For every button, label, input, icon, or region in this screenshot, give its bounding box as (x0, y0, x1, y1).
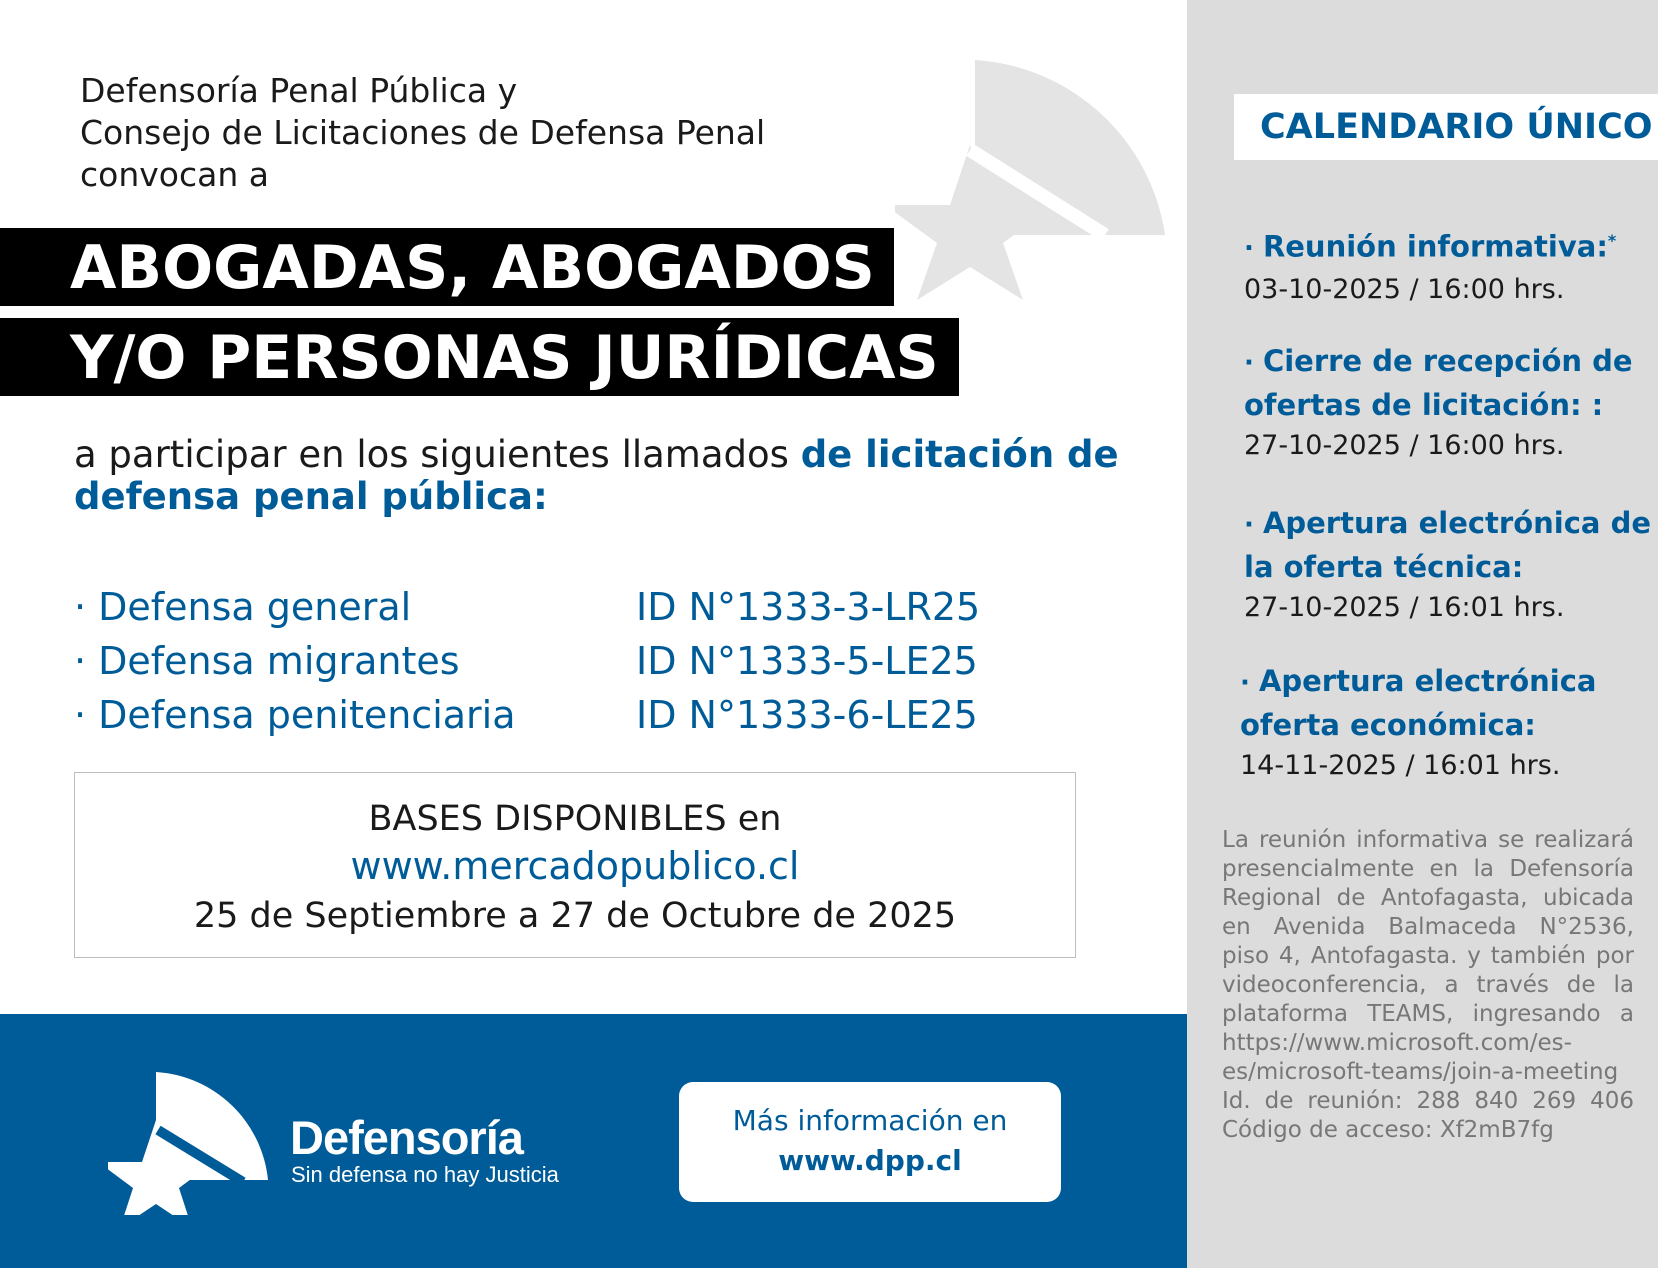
tender-id: ID N°1333-6-LE25 (636, 693, 978, 737)
calendar-title: CALENDARIO ÚNICO (1234, 94, 1658, 160)
event-date: 27-10-2025 / 16:00 hrs. (1244, 430, 1565, 461)
event-title: · Cierre de recepción de ofertas de licitación: : (1244, 344, 1633, 422)
banner-line-1: ABOGADAS, ABOGADOS (0, 228, 894, 306)
event-title: · Apertura electrónica oferta económica: (1240, 664, 1597, 742)
tender-item (74, 585, 1034, 639)
bases-url-link[interactable]: www.mercadopublico.cl (350, 844, 800, 888)
bases-label: BASES DISPONIBLES en (368, 799, 782, 839)
event-date: 03-10-2025 / 16:00 hrs. (1244, 273, 1565, 305)
tender-item (74, 639, 1034, 693)
event-date: 14-11-2025 / 16:01 hrs. (1240, 750, 1561, 781)
more-info-box[interactable] (679, 1082, 1061, 1202)
calendar-event (1244, 220, 1658, 310)
event-title-text: Reunión informativa: (1262, 229, 1608, 264)
banner-line-2: Y/O PERSONAS JURÍDICAS (0, 318, 959, 396)
tender-id: ID N°1333-3-LR25 (636, 585, 981, 629)
lead-plain: a participar en los siguientes llamados (74, 433, 801, 476)
logo-tagline: Sin defensa no hay Justicia (291, 1162, 559, 1187)
more-info-link[interactable]: www.dpp.cl (778, 1144, 962, 1177)
intro-line-3: convocan a (80, 155, 269, 194)
event-title-text: Cierre de recepción de ofertas de licitación: : (1244, 344, 1633, 422)
event-title: · Reunión informativa:* (1244, 229, 1617, 264)
asterisk-mark: * (1607, 231, 1617, 250)
bases-dates: 25 de Septiembre a 27 de Octubre de 2025 (193, 896, 957, 936)
intro-line-2: Consejo de Licitaciones de Defensa Penal (80, 113, 766, 152)
tender-name: · Defensa migrantes (74, 639, 460, 683)
event-title-text: Apertura electrónica oferta económica: (1240, 664, 1597, 742)
lead-text (74, 434, 1187, 518)
tender-item (74, 693, 1034, 747)
bases-box (74, 772, 1076, 958)
logo-wordmark: Defensoría (290, 1111, 523, 1164)
intro-line-1: Defensoría Penal Pública y (80, 71, 518, 110)
event-title-text: Apertura electrónica de la oferta técnica: (1244, 506, 1652, 584)
calendar-note: La reunión informativa se realizará presencialmente en la Defensoría Regional de Antofagasta, ubicada en Avenida Balmaceda N°2536, piso 4, Antofagasta. y también por videoconferencia, a través de la plataforma TEAMS, ingresando a https://www.microsoft.com/es-es/microsoft-teams/join-a-meeting Id. de reunión: 288 840 269 406 Código de acceso: Xf2mB7fg (1222, 827, 1634, 1143)
more-info-label: Más información en (732, 1104, 1008, 1137)
event-title: · Apertura electrónica de la oferta técnica: (1244, 506, 1652, 584)
intro-text (80, 70, 765, 196)
tender-name: · Defensa penitenciaria (74, 693, 516, 737)
calendar-event (1244, 340, 1658, 466)
star-watermark-icon (895, 55, 1175, 305)
event-date: 27-10-2025 / 16:01 hrs. (1244, 592, 1565, 623)
calendar-event (1240, 660, 1658, 786)
lead-accent: de licitación de defensa penal pública: (74, 433, 1119, 518)
tender-name: · Defensa general (74, 585, 412, 629)
tender-id: ID N°1333-5-LE25 (636, 639, 978, 683)
tender-list (74, 585, 1034, 747)
defensoria-star-logo-icon (108, 1070, 278, 1215)
calendar-event (1244, 502, 1658, 628)
